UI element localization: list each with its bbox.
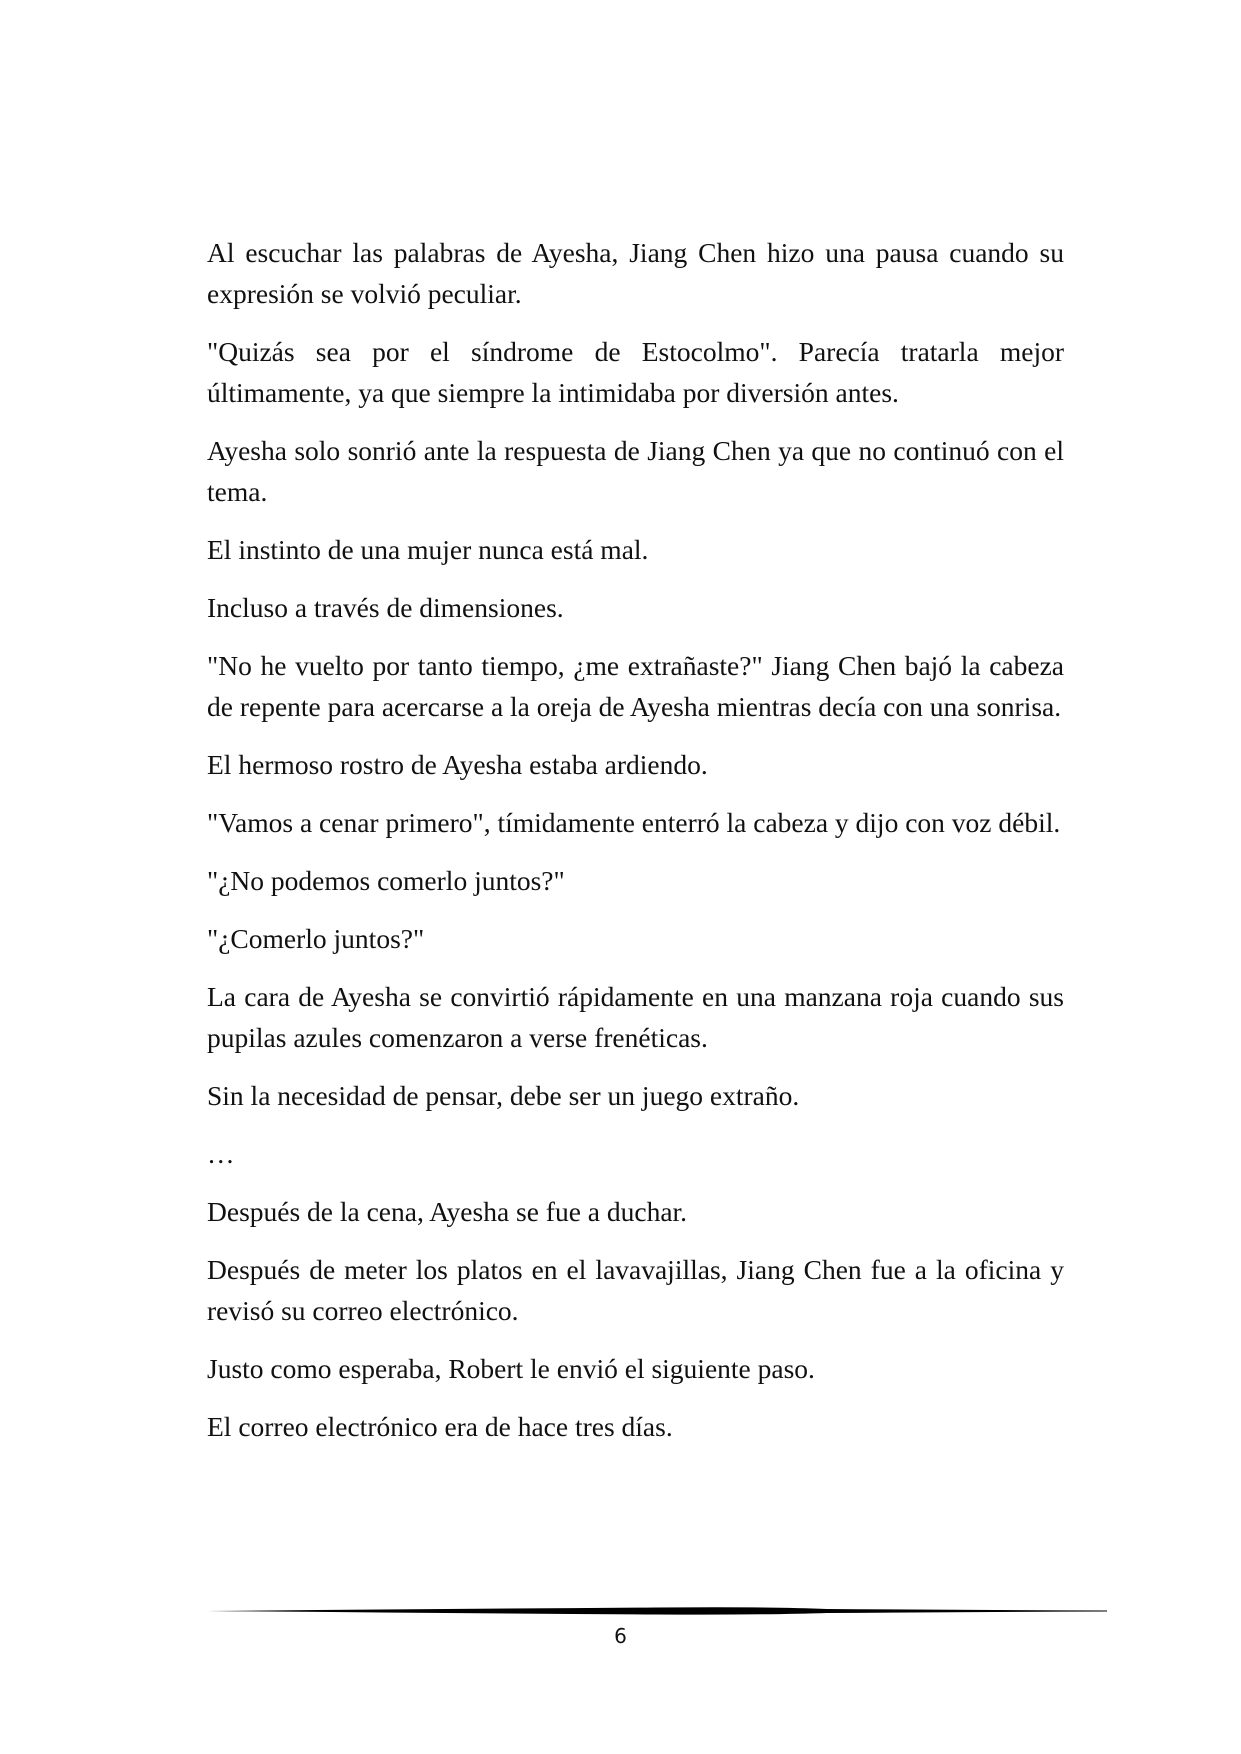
- scene-break-ellipsis: …: [207, 1138, 235, 1169]
- paragraph: Sin la necesidad de pensar, debe ser un juego extraño.: [207, 1080, 800, 1111]
- paragraph: "Vamos a cenar primero", tímidamente enterró la cabeza y dijo con voz débil.: [207, 807, 1061, 838]
- page-number: 6: [614, 1624, 627, 1648]
- paragraph: "Quizás sea por el síndrome de Estocolmo". Parecía tratarla mejor últimamente, ya que siempre la intimidaba por diversión antes.: [207, 336, 1064, 408]
- paragraph: Después de la cena, Ayesha se fue a duchar.: [207, 1196, 688, 1227]
- body-text: [207, 232, 1064, 1464]
- paragraph: "No he vuelto por tanto tiempo, ¿me extrañaste?" Jiang Chen bajó la cabeza de repente para acercarse a la oreja de Ayesha mientras decía con una sonrisa.: [207, 650, 1064, 722]
- paragraph: El instinto de una mujer nunca está mal.: [207, 534, 649, 565]
- paragraph: Después de meter los platos en el lavavajillas, Jiang Chen fue a la oficina y revisó su correo electrónico.: [207, 1254, 1064, 1326]
- paragraph: Al escuchar las palabras de Ayesha, Jiang Chen hizo una pausa cuando su expresión se volvió peculiar.: [207, 237, 1064, 309]
- paragraph: El correo electrónico era de hace tres días.: [207, 1411, 673, 1442]
- paragraph: Ayesha solo sonrió ante la respuesta de Jiang Chen ya que no continuó con el tema.: [207, 435, 1064, 507]
- paragraph: La cara de Ayesha se convirtió rápidamente en una manzana roja cuando sus pupilas azules comenzaron a verse frenéticas.: [207, 981, 1064, 1053]
- paragraph: Justo como esperaba, Robert le envió el siguiente paso.: [207, 1353, 815, 1384]
- paragraph: "¿Comerlo juntos?": [207, 923, 425, 954]
- paragraph: El hermoso rostro de Ayesha estaba ardiendo.: [207, 749, 708, 780]
- paragraph: Incluso a través de dimensiones.: [207, 592, 564, 623]
- footer-divider: [207, 1604, 1107, 1618]
- paragraph: "¿No podemos comerlo juntos?": [207, 865, 565, 896]
